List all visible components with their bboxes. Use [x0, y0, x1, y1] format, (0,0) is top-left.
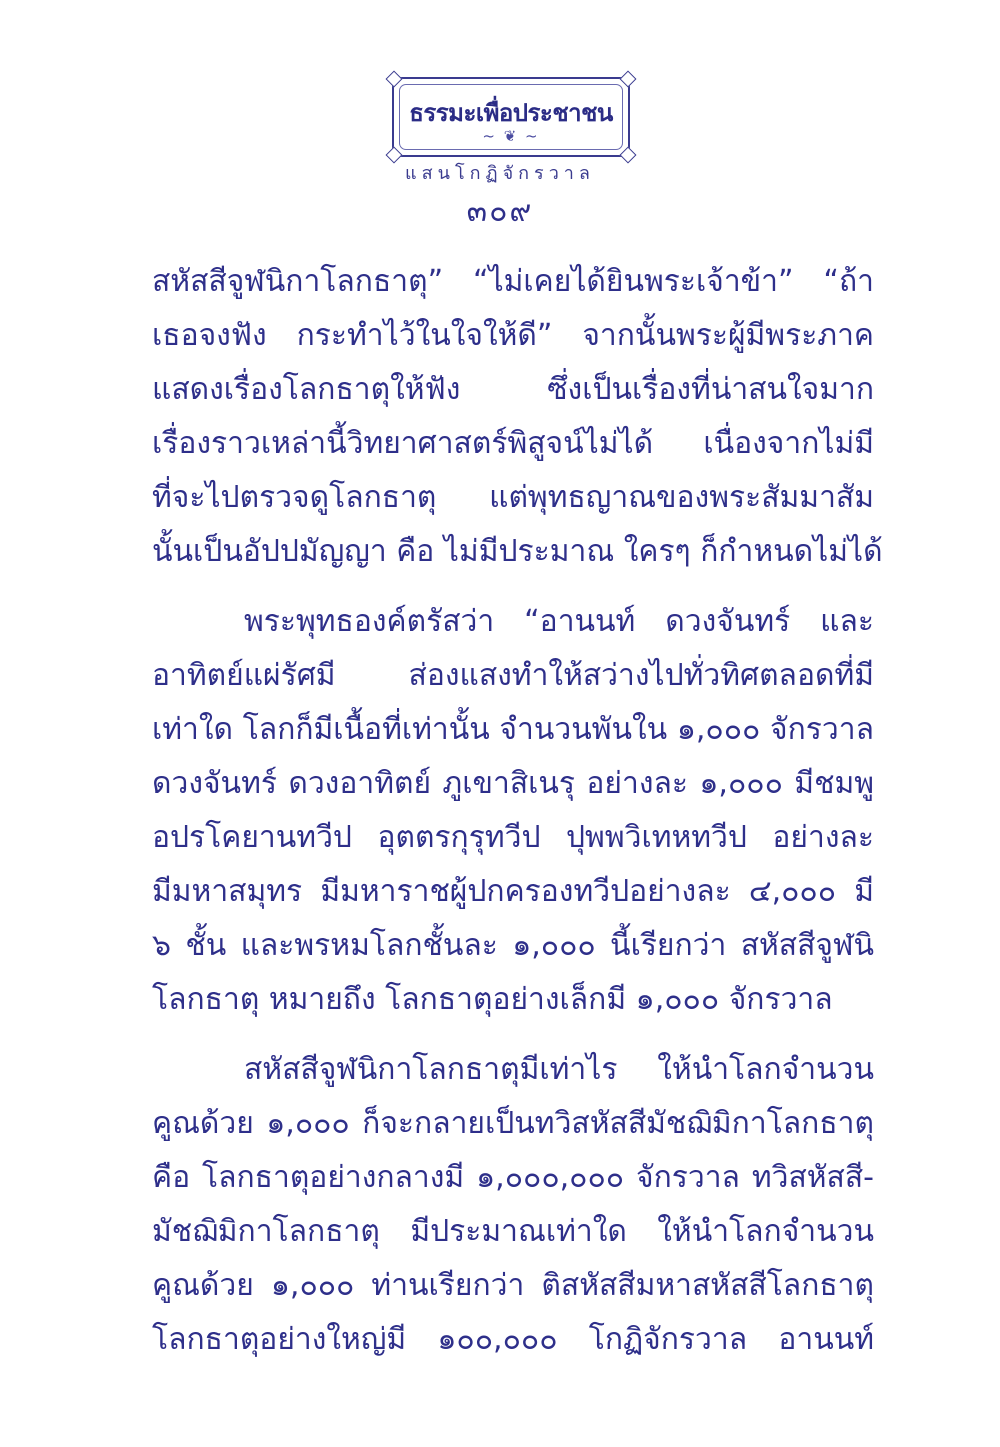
paragraph-2	[152, 595, 874, 1027]
logo-text: ธรรมะเพื่อประชาชน	[409, 99, 613, 127]
series-logo	[392, 77, 630, 157]
text-line: สหัสสีจูฬนิกาโลกธาตุมีเท่าไร ให้นำโลกจำนวน	[244, 1052, 874, 1087]
text-line: โลกธาตุอย่างใหญ่มี ๑๐๐,๐๐๐ โกฏิจักรวาล อานนท์	[152, 1322, 874, 1357]
text-line: โลกธาตุ หมายถึง โลกธาตุอย่างเล็กมี ๑,๐๐๐ จักรวาล	[152, 982, 833, 1017]
text-line: คูณด้วย ๑,๐๐๐ ก็จะกลายเป็นทวิสหัสสีมัชฌิมิกาโลกธาตุ	[152, 1106, 874, 1141]
text-line: คูณด้วย ๑,๐๐๐ ท่านเรียกว่า ติสหัสสีมหาสหัสสีโลกธาตุ	[152, 1268, 874, 1303]
text-line: อาทิตย์แผ่รัศมี ส่องแสงทำให้สว่างไปทั่วทิศตลอดที่มี	[152, 658, 874, 693]
text-line: เธอจงฟัง กระทำไว้ในใจให้ดี” จากนั้นพระผู้มีพระภาค	[152, 318, 874, 353]
text-line: คือ โลกธาตุอย่างกลางมี ๑,๐๐๐,๐๐๐ จักรวาล ทวิสหัสสี-	[152, 1160, 874, 1195]
page-number: ๓๐๙	[466, 194, 534, 229]
paragraph-1	[152, 255, 883, 579]
text-line: แสดงเรื่องโลกธาตุให้ฟัง ซึ่งเป็นเรื่องที่น่าสนใจมาก	[152, 372, 874, 407]
logo-corner-ornament	[386, 71, 403, 88]
text-line: ที่จะไปตรวจดูโลกธาตุ แต่พุทธญาณของพระสัมมาสัม	[152, 480, 874, 515]
text-line: สหัสสีจูฬนิกาโลกธาตุ” “ไม่เคยได้ยินพระเจ้าข้า” “ถ้า	[152, 264, 874, 299]
text-line: มีมหาสมุทร มีมหาราชผู้ปกครองทวีปอย่างละ ๔,๐๐๐ มี	[152, 874, 874, 909]
text-line: เท่าใด โลกก็มีเนื้อที่เท่านั้น จำนวนพันใน ๑,๐๐๐ จักรวาล	[152, 712, 874, 747]
text-line: พระพุทธองค์ตรัสว่า “อานนท์ ดวงจันทร์ และ	[244, 604, 874, 639]
paragraph-3	[152, 1043, 874, 1367]
chapter-title: แสนโกฏิจักรวาล	[405, 163, 595, 184]
text-line: อปรโคยานทวีป อุตตรกุรุทวีป ปุพพวิเทหทวีป อย่างละ	[152, 820, 874, 855]
text-line: เรื่องราวเหล่านี้วิทยาศาสตร์พิสูจน์ไม่ได้ เนื่องจากไม่มี	[152, 426, 874, 461]
text-line: นั้นเป็นอัปปมัญญา คือ ไม่มีประมาณ ใครๆ ก็กำหนดไม่ได้	[152, 534, 883, 569]
text-line: มัชฌิมิกาโลกธาตุ มีประมาณเท่าใด ให้นำโลกจำนวน	[152, 1214, 874, 1249]
logo-corner-ornament	[620, 71, 637, 88]
text-line: ดวงจันทร์ ดวงอาทิตย์ ภูเขาสิเนรุ อย่างละ ๑,๐๐๐ มีชมพู	[152, 766, 874, 801]
body-text	[152, 255, 883, 1367]
logo-ornament: ~ ❦ ~	[482, 127, 540, 145]
text-line: ๖ ชั้น และพรหมโลกชั้นละ ๑,๐๐๐ นี้เรียกว่า สหัสสีจูฬนิ	[152, 928, 874, 963]
